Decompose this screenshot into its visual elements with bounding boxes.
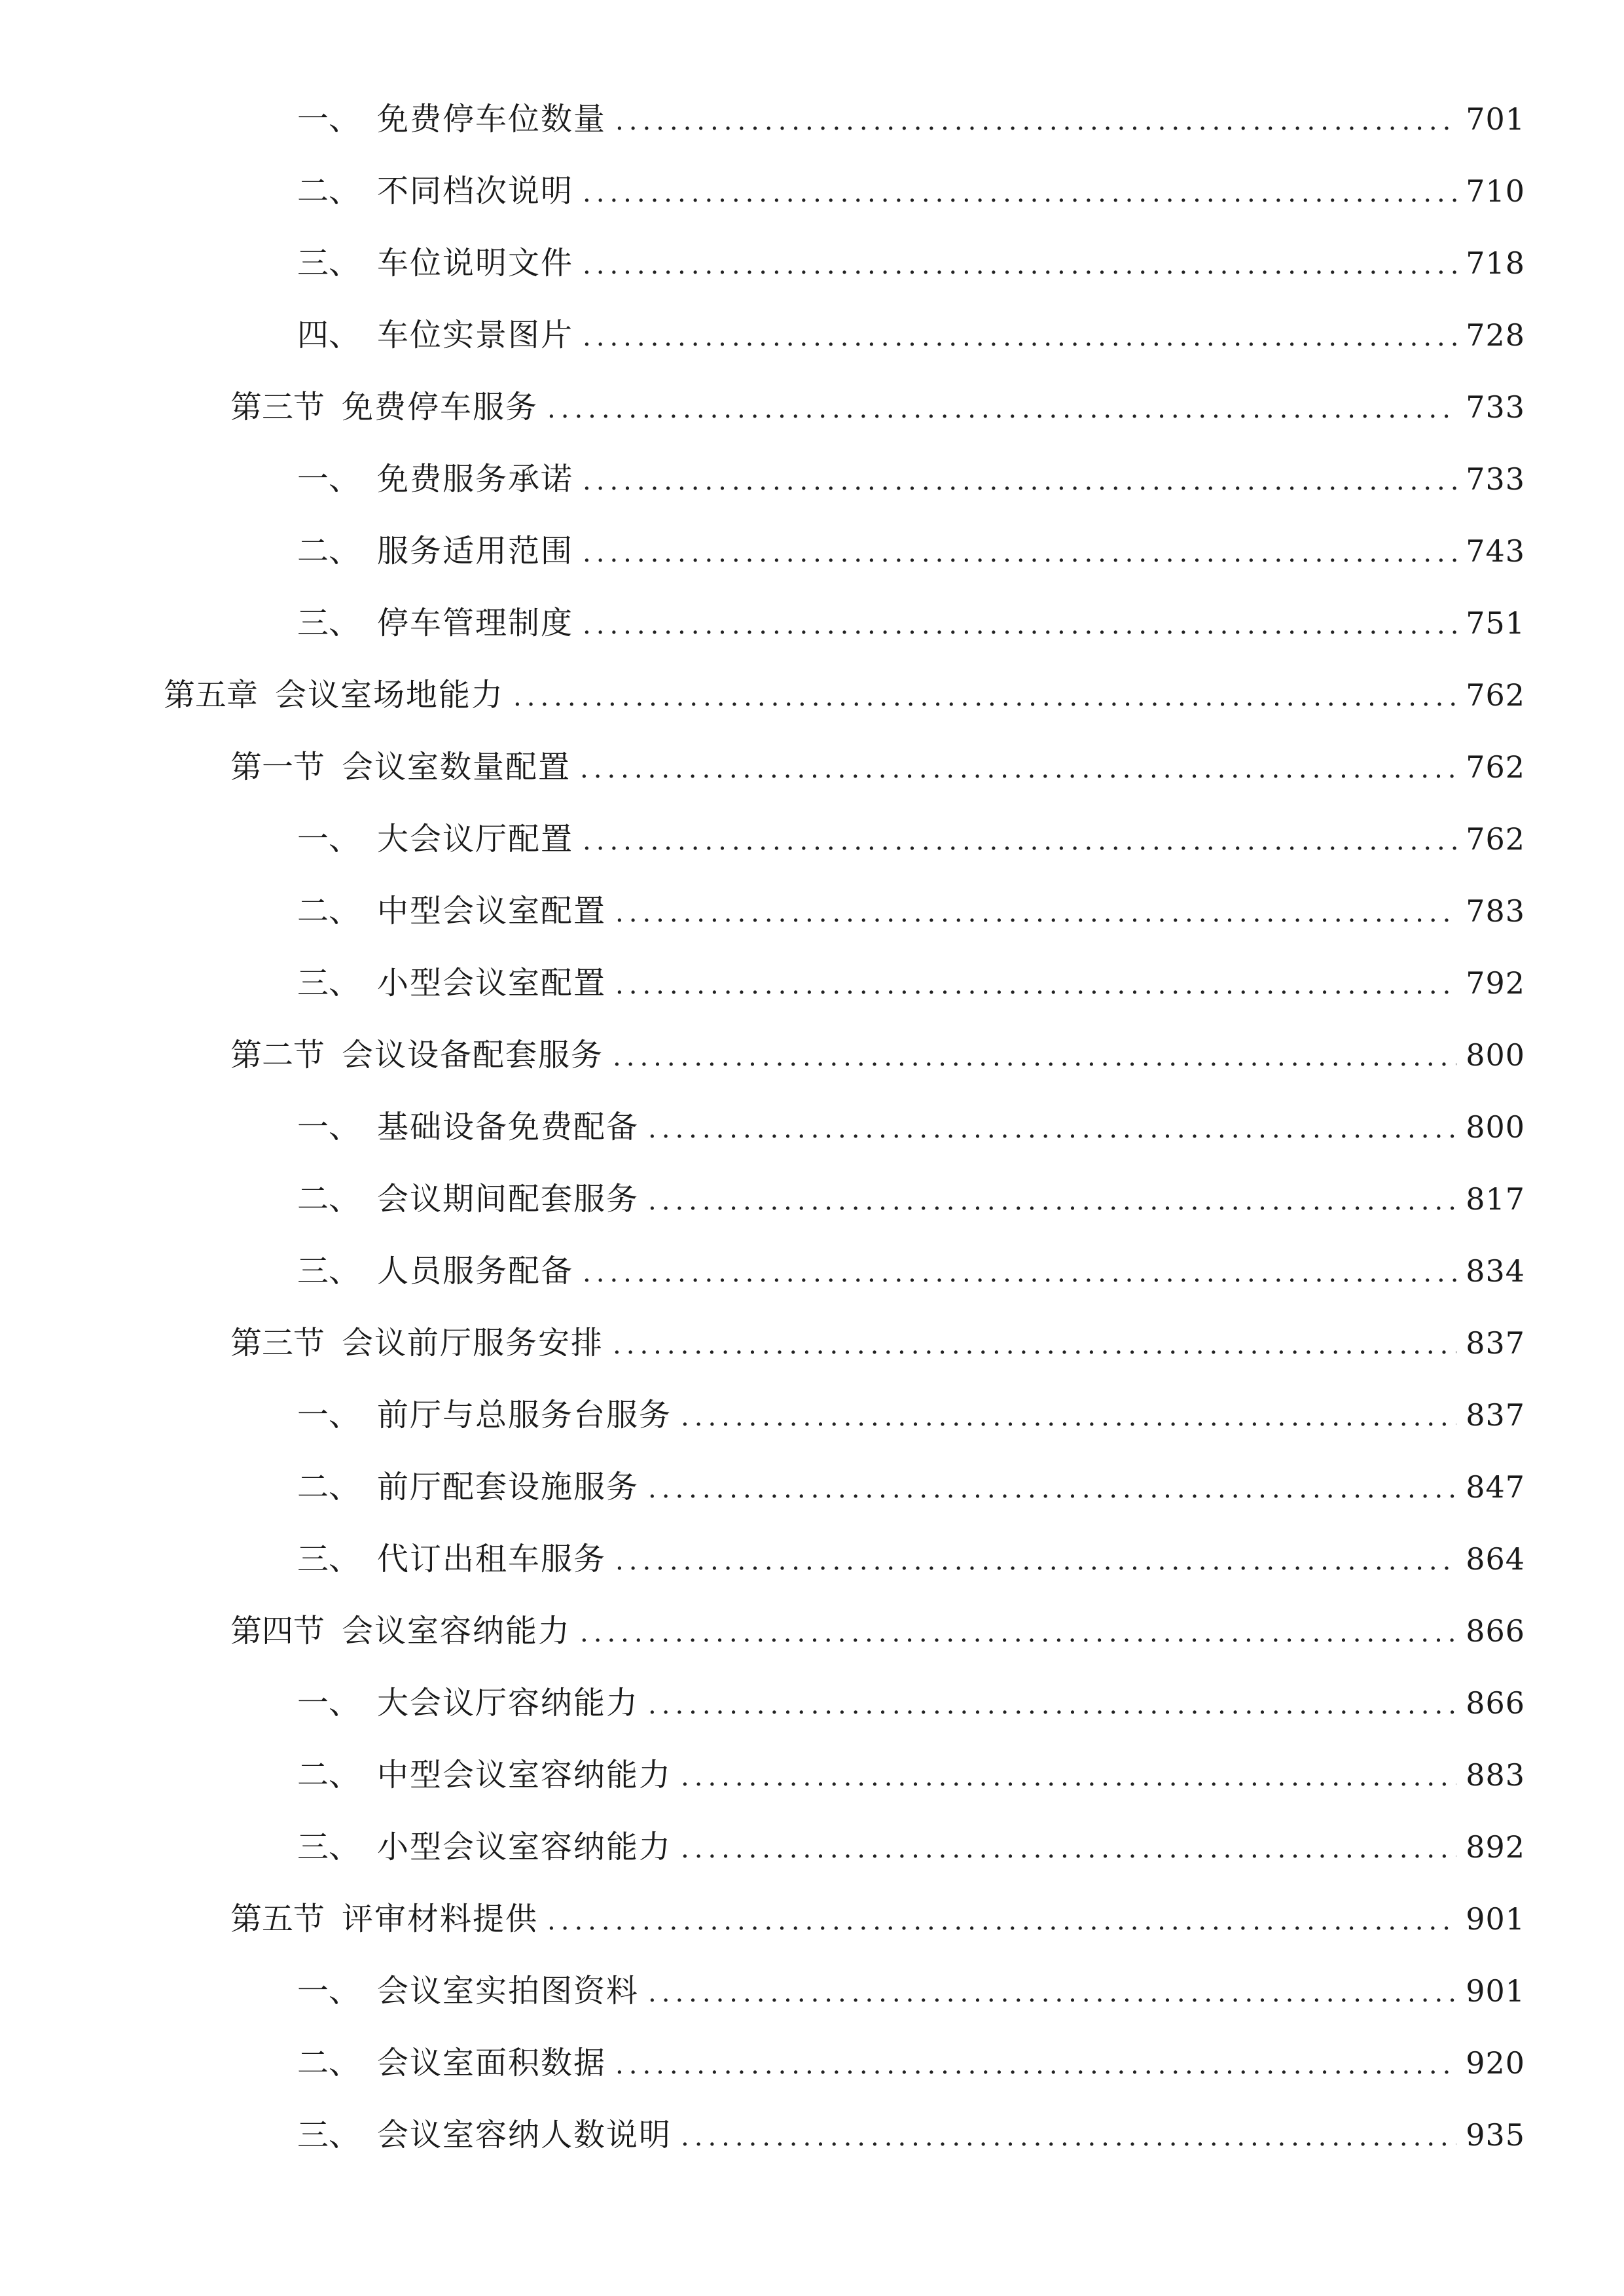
- toc-entry-label: 二、: [297, 173, 361, 209]
- toc-entry[interactable]: [230, 1317, 1525, 1369]
- dot-leader: [648, 1463, 1456, 1515]
- toc-page-number: 920: [1466, 2045, 1525, 2081]
- toc-entry-label: 第五章: [164, 677, 259, 713]
- toc-page-number: 892: [1466, 1829, 1525, 1865]
- toc-entry-title: 代订出租车服务: [377, 1541, 607, 1577]
- toc-page-number: 733: [1466, 389, 1525, 425]
- toc-page-number: 847: [1466, 1469, 1525, 1505]
- toc-page-number: 817: [1466, 1181, 1525, 1217]
- toc-entry-title: 免费停车服务: [342, 389, 539, 425]
- toc-entry[interactable]: [297, 1533, 1525, 1585]
- toc-entry-title: 小型会议室配置: [377, 965, 607, 1001]
- dot-leader: [580, 743, 1456, 795]
- toc-entry[interactable]: [164, 669, 1525, 721]
- dot-leader: [583, 599, 1456, 651]
- toc-entry-title: 免费服务承诺: [377, 461, 574, 497]
- toc-entry-title: 大会议厅容纳能力: [377, 1685, 640, 1721]
- dot-leader: [613, 1319, 1456, 1371]
- dot-leader: [547, 1895, 1456, 1947]
- toc-entry-label: 二、: [297, 893, 361, 929]
- toc-entry[interactable]: [297, 1965, 1525, 2017]
- toc-entry-label: 三、: [297, 965, 361, 1001]
- toc-entry-label: 三、: [297, 605, 361, 641]
- toc-page-number: 901: [1466, 1973, 1525, 2009]
- toc-entry-label: 一、: [297, 1397, 361, 1433]
- toc-entry-title: 小型会议室容纳能力: [377, 1829, 672, 1865]
- toc-page-number: 783: [1466, 893, 1525, 929]
- toc-entry-title: 中型会议室容纳能力: [377, 1757, 672, 1793]
- toc-entry-label: 一、: [297, 101, 361, 137]
- toc-page-number: 883: [1466, 1757, 1525, 1793]
- toc-entry-title: 基础设备免费配备: [377, 1109, 640, 1145]
- toc-page-number: 866: [1466, 1613, 1525, 1649]
- toc-entry-label: 三、: [297, 1829, 361, 1865]
- dot-leader: [583, 1247, 1456, 1299]
- dot-leader: [513, 671, 1456, 723]
- toc-entry-label: 二、: [297, 1757, 361, 1793]
- dot-leader: [547, 383, 1456, 435]
- dot-leader: [681, 1391, 1456, 1443]
- toc-entry[interactable]: [297, 1245, 1525, 1297]
- toc-entry[interactable]: [297, 309, 1525, 361]
- dot-leader: [615, 2039, 1456, 2091]
- toc-page-number: 762: [1466, 677, 1525, 713]
- toc-entry-label: 三、: [297, 245, 361, 281]
- dot-leader: [583, 527, 1456, 579]
- dot-leader: [648, 1967, 1456, 2019]
- toc-entry-title: 会议室数量配置: [342, 749, 571, 785]
- dot-leader: [583, 815, 1456, 867]
- toc-page-number: 866: [1466, 1685, 1525, 1721]
- toc-entry-label: 第一节: [230, 749, 325, 785]
- toc-entry-label: 第三节: [230, 1325, 325, 1361]
- toc-entry[interactable]: [297, 525, 1525, 577]
- toc-entry-label: 三、: [297, 1541, 361, 1577]
- dot-leader: [580, 1607, 1456, 1659]
- toc-entry-title: 车位说明文件: [377, 245, 574, 281]
- toc-entry-label: 第二节: [230, 1037, 325, 1073]
- toc-page-number: 935: [1466, 2117, 1525, 2153]
- toc-page-number: 701: [1466, 101, 1525, 137]
- toc-page-number: 864: [1466, 1541, 1525, 1577]
- toc-entry-title: 前厅配套设施服务: [377, 1469, 640, 1505]
- toc-entry-title: 人员服务配备: [377, 1253, 574, 1289]
- toc-entry-label: 一、: [297, 1973, 361, 2009]
- toc-page-number: 800: [1466, 1109, 1525, 1145]
- toc-entry-title: 车位实景图片: [377, 317, 574, 353]
- dot-leader: [583, 311, 1456, 363]
- toc-page-number: 728: [1466, 317, 1525, 353]
- toc-entry[interactable]: [297, 885, 1525, 937]
- toc-entry[interactable]: [297, 2037, 1525, 2089]
- toc-entry[interactable]: [230, 1029, 1525, 1081]
- toc-entry-title: 前厅与总服务台服务: [377, 1397, 672, 1433]
- toc-entry-label: 四、: [297, 317, 361, 353]
- toc-page-number: 837: [1466, 1397, 1525, 1433]
- toc-page-number: 834: [1466, 1253, 1525, 1289]
- toc-entry-label: 三、: [297, 2117, 361, 2153]
- toc-page-number: 762: [1466, 749, 1525, 785]
- toc-page-number: 837: [1466, 1325, 1525, 1361]
- toc-entry-label: 第三节: [230, 389, 325, 425]
- toc-entry-title: 会议室实拍图资料: [377, 1973, 640, 2009]
- toc-entry-title: 服务适用范围: [377, 533, 574, 569]
- toc-entry-title: 评审材料提供: [342, 1901, 539, 1937]
- toc-entry-title: 免费停车位数量: [377, 101, 607, 137]
- toc-entry[interactable]: [297, 1821, 1525, 1873]
- toc-entry[interactable]: [297, 957, 1525, 1009]
- toc-entry[interactable]: [230, 1893, 1525, 1945]
- toc-entry[interactable]: [297, 1461, 1525, 1513]
- toc-page-number: 800: [1466, 1037, 1525, 1073]
- toc-entry-title: 会议室容纳人数说明: [377, 2117, 672, 2153]
- toc-page-number: 733: [1466, 461, 1525, 497]
- dot-leader: [648, 1679, 1456, 1731]
- dot-leader: [615, 95, 1456, 147]
- toc-page-number: 901: [1466, 1901, 1525, 1937]
- dot-leader: [648, 1175, 1456, 1227]
- toc-entry-label: 一、: [297, 821, 361, 857]
- toc-entry-title: 不同档次说明: [377, 173, 574, 209]
- toc-entry[interactable]: [230, 381, 1525, 433]
- toc-entry-title: 会议设备配套服务: [342, 1037, 604, 1073]
- toc-entry-label: 二、: [297, 2045, 361, 2081]
- toc-entry[interactable]: [297, 1749, 1525, 1801]
- toc-entry-label: 三、: [297, 1253, 361, 1289]
- toc-entry[interactable]: [297, 1101, 1525, 1153]
- toc-entry-label: 第五节: [230, 1901, 325, 1937]
- toc-entry[interactable]: [297, 813, 1525, 865]
- toc-entry[interactable]: [297, 597, 1525, 649]
- dot-leader: [583, 455, 1456, 507]
- toc-entry[interactable]: [297, 1173, 1525, 1225]
- toc-entry-title: 中型会议室配置: [377, 893, 607, 929]
- toc-entry-label: 一、: [297, 1109, 361, 1145]
- dot-leader: [681, 1751, 1456, 1803]
- toc-entry-label: 第四节: [230, 1613, 325, 1649]
- toc-entry-title: 会议期间配套服务: [377, 1181, 640, 1217]
- toc-entry-title: 会议前厅服务安排: [342, 1325, 604, 1361]
- dot-leader: [583, 239, 1456, 291]
- toc-entry[interactable]: [230, 741, 1525, 793]
- toc-entry-title: 停车管理制度: [377, 605, 574, 641]
- toc-entry[interactable]: [297, 237, 1525, 289]
- toc-page-number: 792: [1466, 965, 1525, 1001]
- dot-leader: [583, 167, 1456, 219]
- toc-entry-label: 二、: [297, 1181, 361, 1217]
- toc-entry-title: 会议室面积数据: [377, 2045, 607, 2081]
- toc-entry[interactable]: [297, 2109, 1525, 2161]
- toc-entry[interactable]: [297, 1677, 1525, 1729]
- toc-page-number: 718: [1466, 245, 1525, 281]
- dot-leader: [615, 887, 1456, 939]
- toc-entry[interactable]: [297, 453, 1525, 505]
- toc-entry-title: 大会议厅配置: [377, 821, 574, 857]
- toc-entry[interactable]: [297, 93, 1525, 145]
- toc-page-number: 710: [1466, 173, 1525, 209]
- toc-entry[interactable]: [230, 1605, 1525, 1657]
- dot-leader: [681, 1823, 1456, 1875]
- toc-entry-label: 二、: [297, 533, 361, 569]
- toc-entry[interactable]: [297, 1389, 1525, 1441]
- toc-page-number: 762: [1466, 821, 1525, 857]
- dot-leader: [613, 1031, 1456, 1083]
- toc-entry-title: 会议室容纳能力: [342, 1613, 571, 1649]
- toc-entry-label: 一、: [297, 1685, 361, 1721]
- dot-leader: [648, 1103, 1456, 1155]
- dot-leader: [615, 1535, 1456, 1587]
- toc-page-number: 743: [1466, 533, 1525, 569]
- toc-entry-label: 一、: [297, 461, 361, 497]
- toc-entry-label: 二、: [297, 1469, 361, 1505]
- toc-entry[interactable]: [297, 165, 1525, 217]
- dot-leader: [615, 959, 1456, 1011]
- toc-page-number: 751: [1466, 605, 1525, 641]
- dot-leader: [681, 2111, 1456, 2163]
- toc-entry-title: 会议室场地能力: [275, 677, 505, 713]
